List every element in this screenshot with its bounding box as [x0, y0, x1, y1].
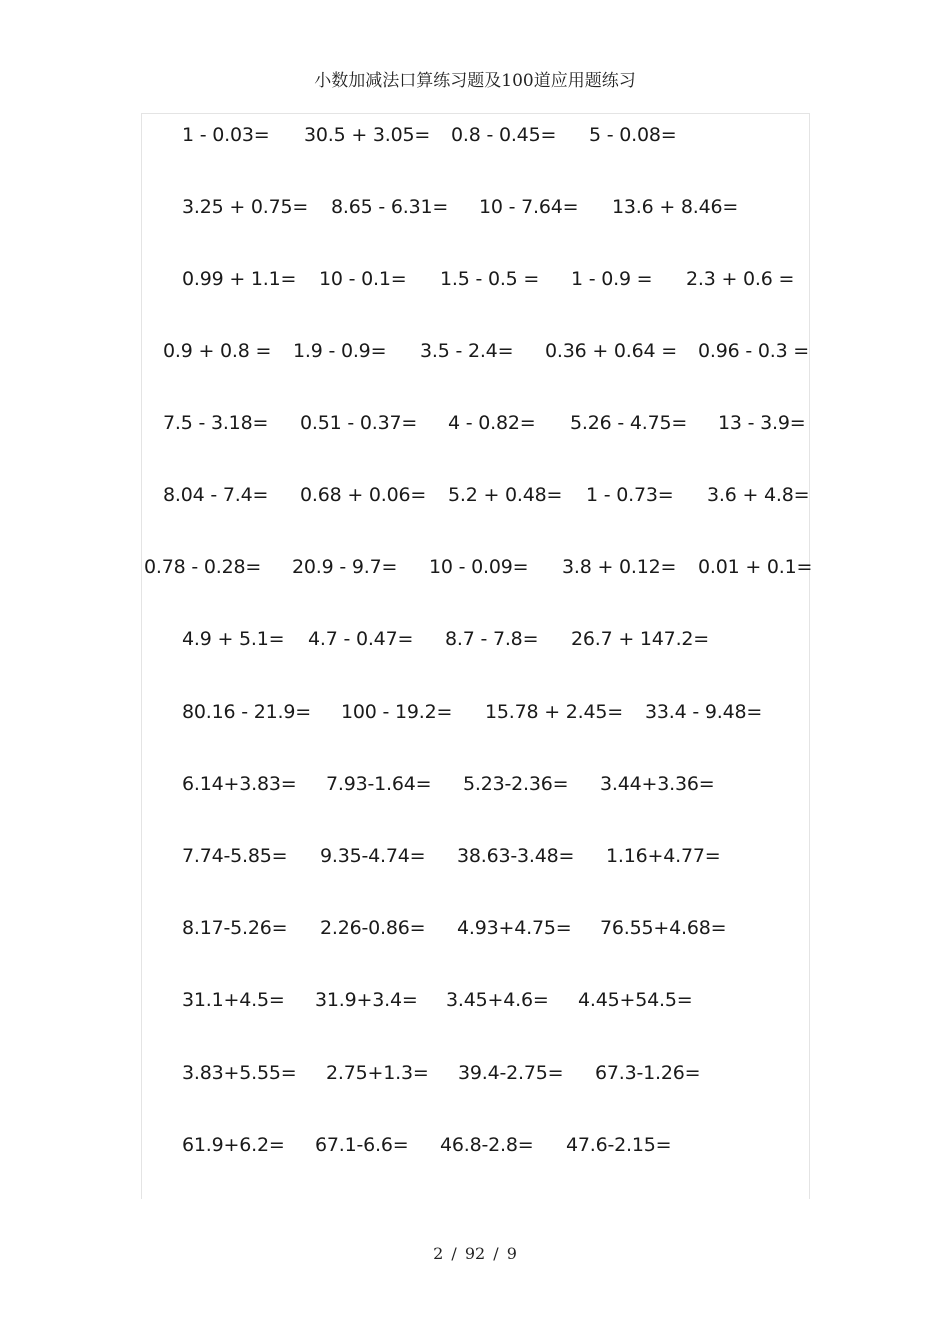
problem: 4.93+4.75= — [457, 917, 572, 939]
problem: 10 - 0.1= — [319, 268, 407, 290]
problem: 5.23-2.36= — [463, 773, 569, 795]
problem: 3.8 + 0.12= — [562, 556, 677, 578]
problem: 31.9+3.4= — [315, 989, 418, 1011]
problem: 3.83+5.55= — [182, 1062, 297, 1084]
problem: 61.9+6.2= — [182, 1134, 285, 1156]
problem: 20.9 - 9.7= — [292, 556, 398, 578]
problem: 3.6 + 4.8= — [707, 484, 810, 506]
problem: 8.7 - 7.8= — [445, 628, 539, 650]
problem: 3.5 - 2.4= — [420, 340, 514, 362]
problem: 5.26 - 4.75= — [570, 412, 688, 434]
problem: 31.1+4.5= — [182, 989, 285, 1011]
problem: 5 - 0.08= — [589, 124, 677, 146]
problem: 0.36 + 0.64 = — [545, 340, 677, 362]
problem: 1.9 - 0.9= — [293, 340, 387, 362]
problem: 8.04 - 7.4= — [163, 484, 269, 506]
problem: 7.74-5.85= — [182, 845, 288, 867]
problem: 3.44+3.36= — [600, 773, 715, 795]
problem: 0.78 - 0.28= — [144, 556, 262, 578]
problem: 80.16 - 21.9= — [182, 701, 311, 723]
problem-row — [0, 192, 950, 222]
problem-row — [0, 697, 950, 727]
problem: 0.99 + 1.1= — [182, 268, 297, 290]
problem: 0.8 - 0.45= — [451, 124, 557, 146]
problem: 8.17-5.26= — [182, 917, 288, 939]
problem-row — [0, 480, 950, 510]
problem: 0.68 + 0.06= — [300, 484, 427, 506]
problem: 46.8-2.8= — [440, 1134, 534, 1156]
problem-row — [0, 841, 950, 871]
problem: 39.4-2.75= — [458, 1062, 564, 1084]
problem: 67.1-6.6= — [315, 1134, 409, 1156]
problem-row — [0, 264, 950, 294]
problem-row — [0, 769, 950, 799]
problem-row — [0, 1058, 950, 1088]
problem: 0.96 - 0.3 = — [698, 340, 810, 362]
problem: 13 - 3.9= — [718, 412, 806, 434]
problem: 5.2 + 0.48= — [448, 484, 563, 506]
problem: 38.63-3.48= — [457, 845, 575, 867]
problem: 0.01 + 0.1= — [698, 556, 813, 578]
problem: 9.35-4.74= — [320, 845, 426, 867]
problem: 3.45+4.6= — [446, 989, 549, 1011]
page-header-title: 小数加减法口算练习题及100道应用题练习 — [314, 71, 636, 91]
problem: 1.16+4.77= — [606, 845, 721, 867]
problem: 1.5 - 0.5 = — [440, 268, 540, 290]
problem: 1 - 0.9 = — [571, 268, 653, 290]
problem: 76.55+4.68= — [600, 917, 727, 939]
problem: 0.9 + 0.8 = — [163, 340, 272, 362]
problem: 4.7 - 0.47= — [308, 628, 414, 650]
problem: 2.75+1.3= — [326, 1062, 429, 1084]
problem-row — [0, 624, 950, 654]
problem: 33.4 - 9.48= — [645, 701, 763, 723]
problem: 0.51 - 0.37= — [300, 412, 418, 434]
problem: 10 - 7.64= — [479, 196, 579, 218]
page-number: 2 / 92 / 9 — [433, 1244, 517, 1263]
problem: 1 - 0.03= — [182, 124, 270, 146]
problem: 2.3 + 0.6 = — [686, 268, 795, 290]
problem-row — [0, 552, 950, 582]
problem: 1 - 0.73= — [586, 484, 674, 506]
problem: 67.3-1.26= — [595, 1062, 701, 1084]
problem: 4 - 0.82= — [448, 412, 536, 434]
problem: 15.78 + 2.45= — [485, 701, 624, 723]
problem-row — [0, 336, 950, 366]
problem-row — [0, 120, 950, 150]
problem: 10 - 0.09= — [429, 556, 529, 578]
problem: 4.45+54.5= — [578, 989, 693, 1011]
problem-row — [0, 1130, 950, 1160]
problem-row — [0, 985, 950, 1015]
problem: 100 - 19.2= — [341, 701, 453, 723]
problem: 30.5 + 3.05= — [304, 124, 431, 146]
problem: 47.6-2.15= — [566, 1134, 672, 1156]
problem-row — [0, 408, 950, 438]
problem: 8.65 - 6.31= — [331, 196, 449, 218]
problem: 7.93-1.64= — [326, 773, 432, 795]
problem: 7.5 - 3.18= — [163, 412, 269, 434]
problem: 13.6 + 8.46= — [612, 196, 739, 218]
problem: 3.25 + 0.75= — [182, 196, 309, 218]
problem: 4.9 + 5.1= — [182, 628, 285, 650]
problem: 2.26-0.86= — [320, 917, 426, 939]
problem-row — [0, 913, 950, 943]
problem: 6.14+3.83= — [182, 773, 297, 795]
problem: 26.7 + 147.2= — [571, 628, 710, 650]
